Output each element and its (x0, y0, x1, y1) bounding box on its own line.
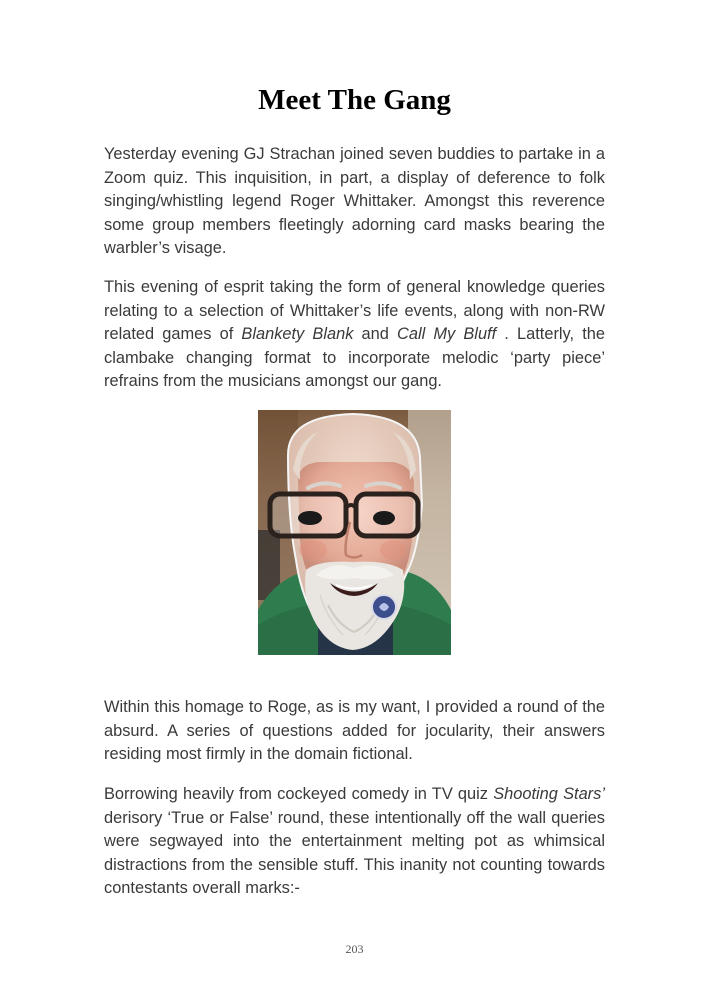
mask-photo (258, 410, 451, 655)
game-title-call-my-bluff: Call My Bluff (397, 325, 497, 343)
paragraph-intro: Yesterday evening GJ Strachan joined seven buddies to partake in a Zoom quiz. This inquisition, in part, a display of deference to folk singing/whistling legend Roger Whittaker. Amongst this reverence some group members fleetingly adorning card masks bearing the warbler’s visage. (104, 145, 605, 257)
paragraph-evening (104, 276, 605, 394)
paragraph-text: This evening of esprit taking the form of general knowledge queries relating to a selection of Whittaker’s life events, along with non-RW related games of (104, 278, 605, 343)
page-number: 203 (345, 942, 364, 956)
page-title: Meet The Gang (258, 84, 451, 116)
paragraph-absurd-round: Within this homage to Roge, as is my want, I provided a round of the absurd. A series of questions added for jocularity, their answers residing most firmly in the domain fictional. (104, 698, 605, 763)
paragraph-text: . Latterly, the clambake changing format to incorporate melodic ‘party piece’ refrains from the musicians amongst our gang. (104, 325, 605, 390)
paragraph-true-or-false (104, 783, 605, 901)
show-title-shooting-stars: Shooting Stars’ (493, 785, 605, 803)
paragraph-text: derisory ‘True or False’ round, these intentionally off the wall queries were segwayed into the entertainment melting pot as whimsical distractions from the sensible stuff. This inanity not counting towards contestants overall marks:- (104, 808, 605, 897)
paragraph-text: and (353, 325, 398, 343)
paragraph-text: Borrowing heavily from cockeyed comedy in TV quiz (104, 785, 494, 803)
person-wearing-mask-image (258, 410, 451, 655)
game-title-blankety-blank: Blankety Blank (241, 325, 354, 343)
